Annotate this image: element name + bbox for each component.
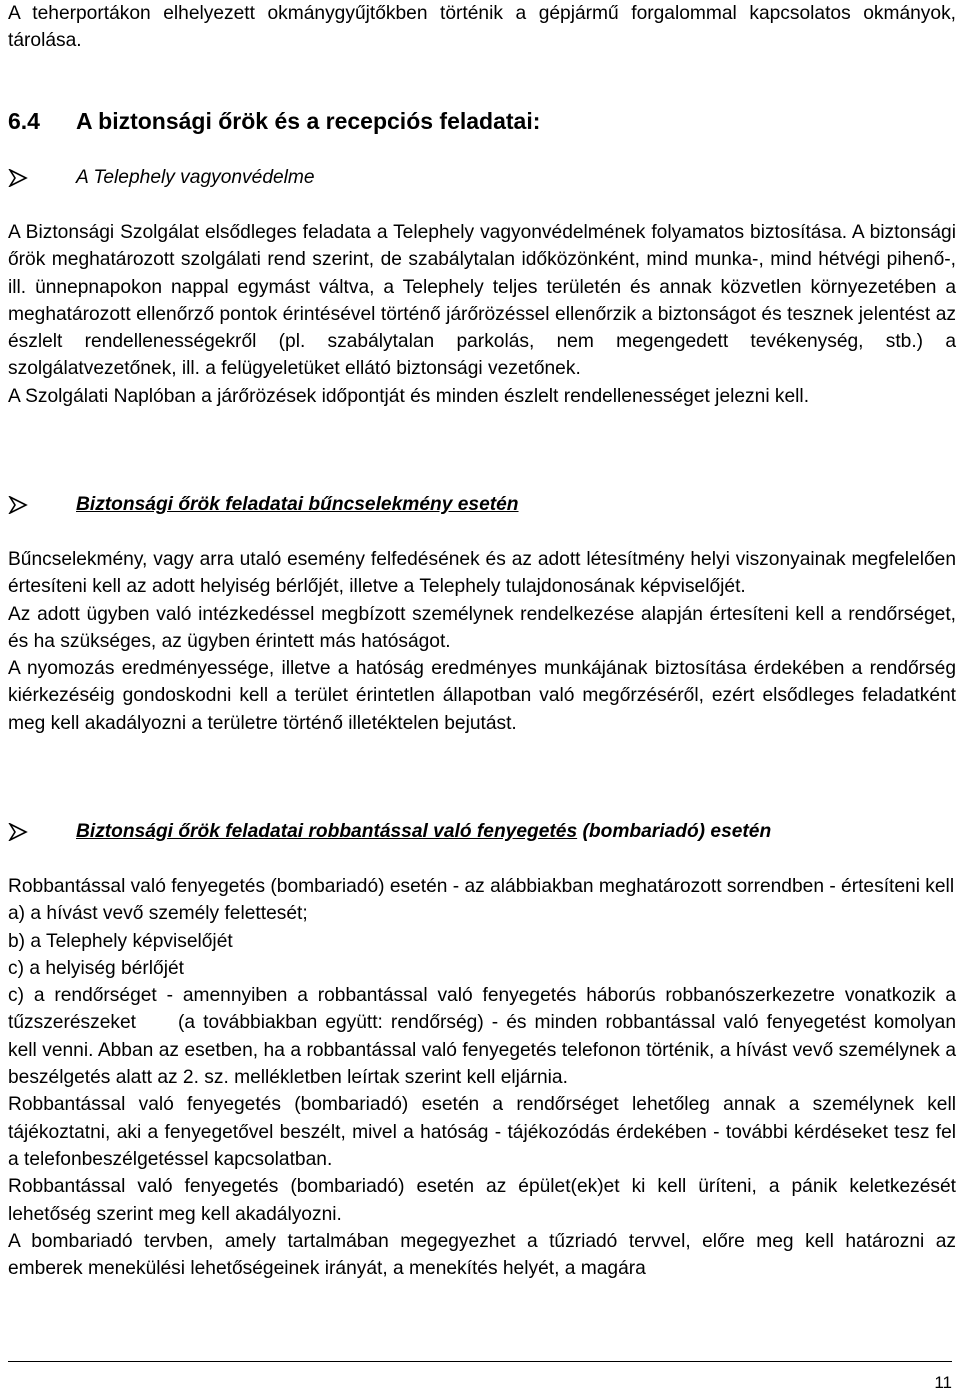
- paragraph-rendorseg: [8, 982, 956, 1091]
- arrow-bullet-icon: [8, 823, 76, 841]
- paragraph: Robbantással való fenyegetés (bombariadó) esetén - az alábbiakban meghatározott sorrendben - értesíteni kell: [8, 876, 955, 897]
- paragraph-part: (a továbbiakban együtt: rendőrség) - és minden robbantással való fenyegetést komolyan kell venni. Abban az esetben, ha a robbantással való fenyegetés telefonon történik, a hívást vevő személynek a beszélgetés alatt az 2. sz. mellékletben leírtak szerint kell eljárnia.: [8, 1012, 956, 1089]
- vagyonvedelem-body: [8, 219, 956, 410]
- paragraph-part: c) a rendőrséget - amennyiben a robbantással való fenyegetés háborús robbanószerkezetre vonatkozik a tűzszerészeket: [8, 985, 956, 1034]
- list-item: b) a Telephely képviselőjét: [8, 930, 233, 952]
- buncselekmeny-body: [8, 546, 956, 737]
- paragraph: A nyomozás eredményessége, illetve a hatóság eredményes munkájának biztosítása érdekében a rendőrség kiérkezéséig gondoskodni kell a terület érintetlen állapotban való megőrzéséről, ezért elsődleges feladatként meg kell akadályozni a területre történő illetéktelen bejutást.: [8, 658, 956, 734]
- subsection-title-rest: (bombariadó) esetén: [577, 821, 772, 842]
- paragraph: A Biztonsági Szolgálat elsődleges feladata a Telephely vagyonvédelmének folyamatos biztosítása. A biztonsági őrök meghatározott szolgálati rend szerint, de szabálytalan időközönként, mind munka-, mind hétvégi pihenő-, ill. ünnepnapokon nappal egymást váltva, a Telephely teljes területén és annak közvetlen környezetében a meghatározott ellenőrző pontok érintésével történő járőrözéssel ellenőrzik a biztonságot és tesznek jelentést az észlelt rendellenességekről (pl. szabálytalan parkolás, nem megengedett tevékenység, stb.) a szolgálatvezetőnek, ill. a felügyeletüket ellátó biztonsági vezetőnek.: [8, 222, 956, 380]
- paragraph: Robbantással való fenyegetés (bombariadó) esetén a rendőrséget lehetőleg annak a személynek kell tájékoztatni, aki a fenyegetővel beszélt, mivel a hatóság - tájékozódás érdekében - további kérdéseket tesz fel a telefonbeszélgetéssel kapcsolatban.: [8, 1094, 956, 1170]
- arrow-bullet-icon: [8, 496, 76, 514]
- paragraph: A Szolgálati Naplóban a járőrözések időpontját és minden észlelt rendellenességet jelezni kell.: [8, 385, 810, 407]
- section-title: A biztonsági őrök és a recepciós feladatai:: [76, 108, 541, 134]
- page-number: 11: [934, 1373, 952, 1392]
- subsection-buncselekmeny-heading: [8, 491, 519, 518]
- subsection-title: Biztonsági őrök feladatai bűncselekmény esetén: [76, 494, 519, 515]
- subsection-title-underlined: Biztonsági őrök feladatai robbantással való fenyegetés: [76, 821, 578, 842]
- intro-block: [8, 0, 956, 55]
- footer-divider: [8, 1361, 952, 1362]
- paragraph: Robbantással való fenyegetés (bombariadó) esetén az épület(ek)et ki kell üríteni, a pánik keletkezését lehetőség szerint meg kell akadályozni.: [8, 1176, 956, 1225]
- subsection-vagyonvedelem-heading: [8, 164, 315, 191]
- list-item: c) a helyiség bérlőjét: [8, 957, 184, 979]
- arrow-bullet-icon: [8, 169, 76, 187]
- paragraph: Bűncselekmény, vagy arra utaló esemény felfedésének és az adott létesítmény helyi viszonyainak megfelelően értesíteni kell az adott helyiség bérlőjét, illetve a Telephely tulajdonosának képviselőjét.: [8, 549, 956, 598]
- subsection-title: A Telephely vagyonvédelme: [76, 167, 315, 188]
- paragraph: A bombariadó tervben, amely tartalmában megegyezhet a tűzriadó tervvel, előre meg kell határozni az emberek menekülési lehetőségeinek irányát, a menekítés helyét, a magára: [8, 1230, 956, 1280]
- section-number: 6.4: [8, 108, 40, 134]
- bombariado-body: [8, 873, 956, 1282]
- list-item: a) a hívást vevő személy felettesét;: [8, 903, 308, 925]
- paragraph: Az adott ügyben való intézkedéssel megbízott személynek rendelkezése alapján értesíteni kell a rendőrséget, és ha szükséges, az ügyben érintett más hatóságot.: [8, 603, 956, 652]
- intro-paragraph: A teherportákon elhelyezett okmánygyűjtőkben történik a gépjármű forgalommal kapcsolatos okmányok, tárolása.: [8, 3, 956, 52]
- subsection-bombariado-heading: [8, 818, 771, 845]
- section-heading: [8, 106, 540, 136]
